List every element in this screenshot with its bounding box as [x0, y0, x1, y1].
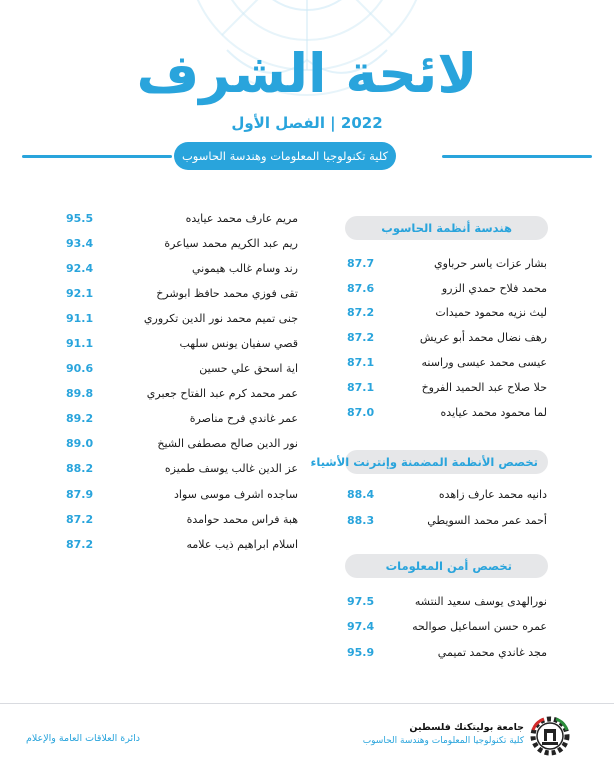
page-title: لائحة الشرف — [136, 42, 478, 105]
student-name: دانيه محمد عارف زاهده — [438, 488, 547, 501]
footer-university: جامعة بوليتكنك فلسطين — [409, 722, 524, 733]
list-item — [347, 487, 547, 503]
student-name: مجد غاندي محمد تميمي — [437, 646, 547, 659]
list-item — [347, 256, 547, 272]
list-item — [66, 261, 298, 277]
list-item — [347, 619, 547, 635]
student-score: 87.7 — [347, 257, 375, 270]
list-item — [66, 537, 298, 553]
list-item — [66, 461, 298, 477]
student-score: 87.2 — [66, 538, 94, 551]
student-name: عمر غاندي فرح مناصرة — [189, 412, 298, 425]
section-title-computer-systems: هندسة أنظمة الحاسوب — [345, 216, 548, 240]
student-score: 87.1 — [347, 356, 375, 369]
list-item — [66, 361, 298, 377]
student-name: مريم عارف محمد عيايده — [185, 212, 298, 225]
student-score: 91.1 — [66, 337, 94, 350]
student-score: 87.9 — [66, 488, 94, 501]
student-score: 89.0 — [66, 437, 94, 450]
footer-college: كلية تكنولوجيا المعلومات وهندسة الحاسوب — [362, 736, 524, 746]
student-name: هبة فراس محمد حوامدة — [186, 513, 298, 526]
student-name: حلا صلاح عبد الحميد الفروخ — [421, 381, 547, 394]
student-score: 92.4 — [66, 262, 94, 275]
student-score: 88.2 — [66, 462, 94, 475]
student-score: 87.6 — [347, 282, 375, 295]
student-score: 97.5 — [347, 595, 375, 608]
section-title-embedded-iot: تخصص الأنظمة المضمنة وإنترنت الأشياء — [345, 450, 548, 474]
student-score: 92.1 — [66, 287, 94, 300]
student-name: عز الدين غالب يوسف طميزه — [164, 462, 298, 475]
list-item — [66, 336, 298, 352]
list-item — [347, 305, 547, 321]
student-score: 87.0 — [347, 406, 375, 419]
student-score: 93.4 — [66, 237, 94, 250]
student-name: اسلام ابراهيم ذيب علامه — [186, 538, 298, 551]
student-score: 88.3 — [347, 514, 375, 527]
student-score: 87.2 — [347, 306, 375, 319]
list-item — [66, 211, 298, 227]
list-item — [347, 380, 547, 396]
footer-organization — [363, 722, 524, 746]
student-score: 89.8 — [66, 387, 94, 400]
list-item — [66, 487, 298, 503]
student-name: أحمد عمر محمد السويطي — [427, 514, 547, 527]
list-item — [347, 645, 547, 661]
list-item — [66, 286, 298, 302]
student-name: اية اسحق علي حسين — [199, 362, 298, 375]
student-name: تقى فوزي محمد حافظ ابوشرخ — [156, 287, 298, 300]
student-score: 95.9 — [347, 646, 375, 659]
list-item — [66, 436, 298, 452]
student-score: 88.4 — [347, 488, 375, 501]
student-name: عيسى محمد عيسى وراسنه — [421, 356, 547, 369]
student-score: 95.5 — [66, 212, 94, 225]
list-item — [347, 594, 547, 610]
divider-right — [442, 155, 592, 158]
student-name: محمد فلاح حمدي الزرو — [441, 282, 547, 295]
student-name: لما محمود محمد عيايده — [440, 406, 547, 419]
list-item — [66, 512, 298, 528]
student-score: 87.2 — [66, 513, 94, 526]
student-name: قصي سفيان يونس سلهب — [179, 337, 298, 350]
divider-left — [22, 155, 172, 158]
list-item — [347, 330, 547, 346]
list-item — [347, 513, 547, 529]
list-item — [66, 386, 298, 402]
student-score: 91.1 — [66, 312, 94, 325]
student-name: نور الدين صالح مصطفى الشيخ — [157, 437, 298, 450]
student-name: عمره حسن اسماعيل صوالحه — [412, 620, 547, 633]
list-item — [347, 355, 547, 371]
university-gear-logo-icon — [528, 714, 572, 758]
student-name: ريم عبد الكريم محمد سياعرة — [164, 237, 298, 250]
student-score: 87.1 — [347, 381, 375, 394]
footer-divider — [0, 703, 614, 704]
student-name: رهف نضال محمد أبو عريش — [419, 331, 547, 344]
list-item — [66, 311, 298, 327]
student-score: 97.4 — [347, 620, 375, 633]
list-item — [66, 236, 298, 252]
student-name: بشار عزات ياسر حرباوي — [434, 257, 547, 270]
student-score: 87.2 — [347, 331, 375, 344]
footer-department: دائرة العلاقات العامة والإعلام — [26, 733, 141, 744]
list-item — [347, 281, 547, 297]
list-item — [347, 405, 547, 421]
page-subtitle: 2022 | الفصل الأول — [231, 114, 383, 132]
student-score: 89.2 — [66, 412, 94, 425]
section-title-info-security: تخصص أمن المعلومات — [345, 554, 548, 578]
student-name: عمر محمد كرم عبد الفتاح جعبري — [146, 387, 298, 400]
student-name: نورالهدى يوسف سعيد النتشه — [414, 595, 547, 608]
student-score: 90.6 — [66, 362, 94, 375]
student-name: جنى تميم محمد نور الدين تكروري — [143, 312, 298, 325]
student-name: رند وسام غالب هيموني — [192, 262, 298, 275]
college-badge: كلية تكنولوجيا المعلومات وهندسة الحاسوب — [174, 142, 396, 170]
student-name: ليث نزيه محمود حميدات — [435, 306, 547, 319]
list-item — [66, 411, 298, 427]
student-name: ساجده اشرف موسى سواد — [174, 488, 298, 501]
